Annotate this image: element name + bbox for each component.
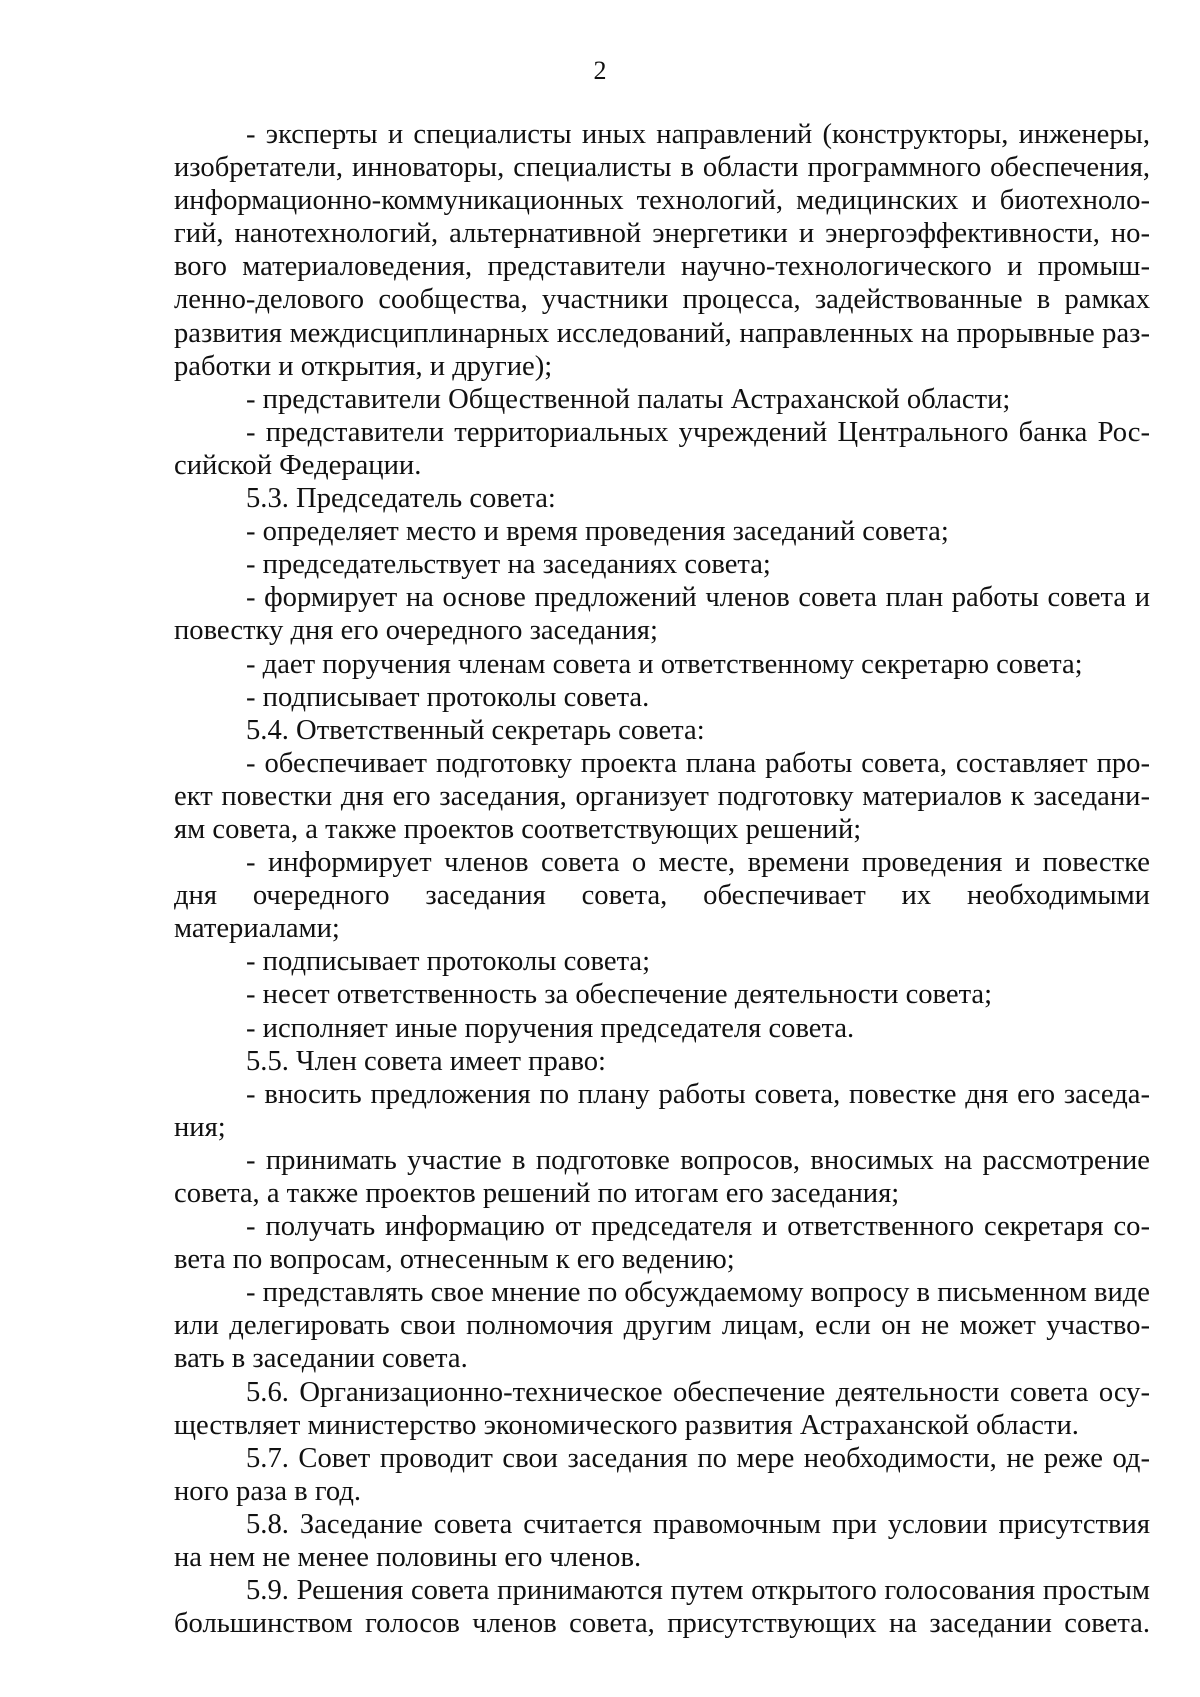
paragraph-central-bank: - представители территориальных учреждений Центрального банка Российской Федерации. xyxy=(174,416,1150,481)
paragraph-member-information: - получать информацию от председателя и ответственного секретаря совета по вопросам, отнесенным к его ведению; xyxy=(174,1211,1150,1276)
paragraph-chair-presides: - председательствует на заседаниях совета; xyxy=(246,549,771,581)
document-body xyxy=(174,118,1150,1640)
paragraph-secretary-other: - исполняет иные поручения председателя совета. xyxy=(246,1012,855,1044)
paragraph-chair-work-plan: - формирует на основе предложений членов совета план работы совета и повестку дня его очередного заседания; xyxy=(174,582,1150,647)
paragraph-member-opinion: - представлять свое мнение по обсуждаемому вопросу в письменном виде или делегировать свои полномочия другим лицам, если он не может участвовать в заседании совета. xyxy=(174,1277,1150,1375)
paragraph-experts: - эксперты и специалисты иных направлений (конструкторы, инженеры, изобретатели, инноваторы, специалисты в области программного обеспечения, информационно-коммуникационных технологий, медицинских и биотехнологий, нанотехнологий, альтернативной энергетики и энергоэффективности, нового материаловедения, представители научно-технологического и промышленно-делового сообщества, участники процесса, задействованные в рамках развития междисциплинарных исследований, направленных на прорывные разработки и открытия, и другие); xyxy=(174,119,1150,382)
section-heading-5-4: 5.4. Ответственный секретарь совета: xyxy=(246,714,705,746)
paragraph-public-chamber: - представители Общественной палаты Астраханской области; xyxy=(246,383,1011,415)
paragraph-member-participation: - принимать участие в подготовке вопросов, вносимых на рассмотрение совета, а также проектов решений по итогам его заседания; xyxy=(174,1144,1150,1209)
paragraph-chair-signs: - подписывает протоколы совета. xyxy=(246,681,650,713)
paragraph-chair-instructions: - дает поручения членам совета и ответственному секретарю совета; xyxy=(246,648,1083,680)
paragraph-secretary-informs: - информирует членов совета о месте, времени проведения и повестке дня очередного заседания совета, обеспечивает их необходимыми материалами; xyxy=(174,847,1150,945)
section-heading-5-5: 5.5. Член совета имеет право: xyxy=(246,1045,606,1077)
paragraph-secretary-signs: - подписывает протоколы совета; xyxy=(246,946,651,978)
section-5-8: 5.8. Заседание совета считается правомочным при условии присутствия на нем не менее половины его членов. xyxy=(174,1508,1150,1574)
section-heading-5-3: 5.3. Председатель совета: xyxy=(246,483,556,515)
paragraph-chair-place-time: - определяет место и время проведения заседаний совета; xyxy=(246,516,949,548)
paragraph-secretary-prepares: - обеспечивает подготовку проекта плана работы совета, составляет проект повестки дня его заседания, организует подготовку материалов к заседаниям совета, а также проектов соответствующих решений; xyxy=(174,747,1150,845)
paragraph-secretary-responsibility: - несет ответственность за обеспечение деятельности совета; xyxy=(246,979,993,1011)
section-5-7: 5.7. Совет проводит свои заседания по мере необходимости, не реже одного раза в год. xyxy=(174,1442,1150,1507)
page-number: 2 xyxy=(593,56,607,85)
section-5-6: 5.6. Организационно-техническое обеспечение деятельности совета осуществляет министерство экономического развития Астраханской области. xyxy=(174,1376,1150,1441)
section-5-9: 5.9. Решения совета принимаются путем открытого голосования простым большинством голосов членов совета, присутствующих на заседании совета. xyxy=(174,1575,1150,1640)
paragraph-member-proposals: - вносить предложения по плану работы совета, повестке дня его заседания; xyxy=(174,1078,1150,1143)
